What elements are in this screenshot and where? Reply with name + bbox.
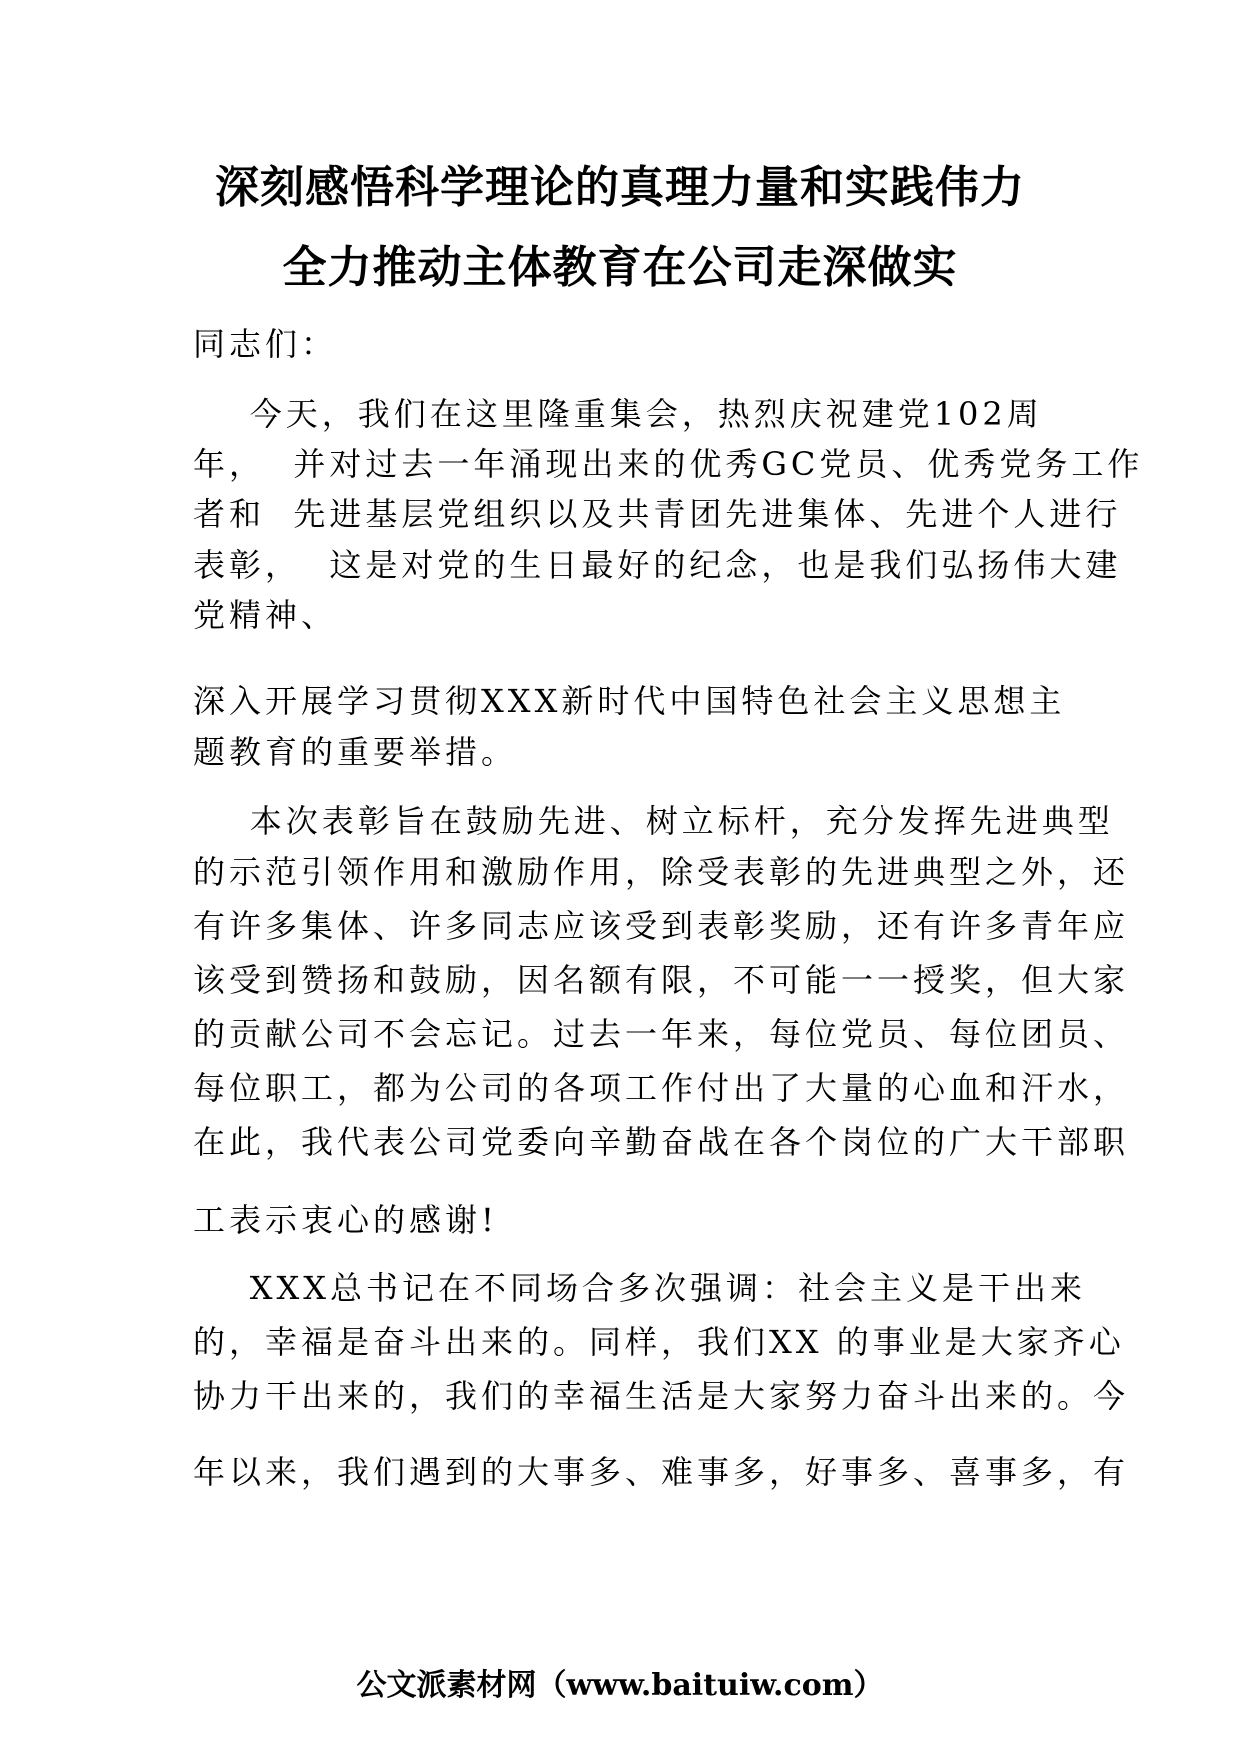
document-title-line-1: 深刻感悟科学理论的真理力量和实践伟力 bbox=[215, 162, 1025, 213]
body-line: 在此，我代表公司党委向辛勤奋战在各个岗位的广大干部职 bbox=[193, 1123, 1130, 1161]
body-line: 每位职工，都为公司的各项工作付出了大量的心血和汗水， bbox=[193, 1069, 1130, 1107]
body-line: 深入开展学习贯彻XXX新时代中国特色社会主义思想主 bbox=[193, 682, 1066, 720]
body-line: 表彰， 这是对党的生日最好的纪念，也是我们弘扬伟大建 bbox=[193, 546, 1122, 584]
body-line: 今天，我们在这里隆重集会，热烈庆祝建党102周 bbox=[193, 395, 1043, 433]
body-line: 题教育的重要举措。 bbox=[193, 733, 518, 771]
body-line: 者和 先进基层党组织以及共青团先进集体、先进个人进行 bbox=[193, 495, 1122, 533]
body-line: 有许多集体、许多同志应该受到表彰奖励，还有许多青年应 bbox=[193, 907, 1130, 945]
salutation: 同志们： bbox=[193, 325, 338, 363]
body-line: 工表示衷心的感谢! bbox=[193, 1201, 498, 1239]
body-line: 年， 并对过去一年涌现出来的优秀GC党员、优秀党务工作 bbox=[193, 445, 1144, 483]
body-line: 的示范引领作用和激励作用，除受表彰的先进典型之外，还 bbox=[193, 853, 1130, 891]
footer-watermark: 公文派素材网（www.baituiw.com） bbox=[356, 1668, 884, 1703]
document-title-line-2: 全力推动主体教育在公司走深做实 bbox=[282, 242, 958, 293]
body-line: 该受到赞扬和鼓励，因名额有限，不可能一一授奖，但大家 bbox=[193, 961, 1130, 999]
body-line: 的，幸福是奋斗出来的。同样，我们XX 的事业是大家齐心 bbox=[193, 1323, 1125, 1361]
body-line: 协力干出来的，我们的幸福生活是大家努力奋斗出来的。今 bbox=[193, 1377, 1130, 1415]
body-line: 本次表彰旨在鼓励先进、树立标杆，充分发挥先进典型 bbox=[193, 802, 1114, 840]
body-line: 党精神、 bbox=[193, 596, 338, 634]
body-line: 的贡献公司不会忘记。过去一年来，每位党员、每位团员、 bbox=[193, 1015, 1130, 1053]
body-line: XXX总书记在不同场合多次强调：社会主义是干出来 bbox=[193, 1269, 1087, 1307]
body-line: 年以来，我们遇到的大事多、难事多，好事多、喜事多，有 bbox=[193, 1453, 1130, 1491]
